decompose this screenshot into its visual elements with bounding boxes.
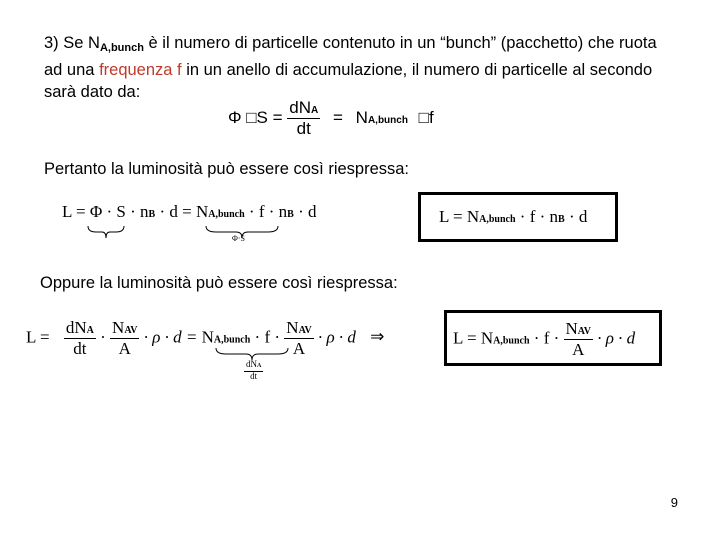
formula3-rho-d2: · ρ · d: [317, 327, 356, 347]
formula-luminosity-2: [26, 318, 384, 359]
boxed-formula-3-text: [453, 319, 635, 360]
formula2-left-sub: B: [148, 209, 156, 220]
highlight-text: frequenza f: [99, 61, 182, 79]
boxed-formula-2-text: [439, 207, 587, 227]
boxed2-sub2: B: [558, 214, 565, 225]
boxed3-frac: [564, 319, 593, 360]
formula1-fraction: [287, 98, 320, 139]
formula3-dot: ·: [100, 327, 106, 347]
boxed2-lhs: L = N: [439, 207, 480, 226]
formula3-L: L =: [26, 327, 50, 347]
boxed2-tail: · f · n: [515, 207, 559, 226]
text-lead: 3) Se N: [44, 34, 100, 52]
paragraph-3: Oppure la luminosità può essere così riespressa:: [40, 274, 398, 292]
f1-num: dN: [65, 318, 87, 337]
formula3-frac1: [64, 318, 96, 359]
formula3-n: N: [201, 327, 214, 347]
boxed3-num-sub: AV: [577, 326, 591, 337]
formula1-lhs: Φ □S =: [228, 107, 283, 127]
formula-luminosity-1: [62, 202, 316, 222]
formula1-rhs: N: [355, 107, 368, 127]
brace-den: dt: [244, 371, 263, 381]
formula1-den: dt: [287, 118, 320, 139]
brace-num-sub: A: [257, 363, 262, 369]
subscript: A,bunch: [99, 42, 144, 54]
formula2-mid-sub2: B: [287, 209, 294, 220]
underbrace-fraction: [244, 360, 263, 381]
formula2-left-tail: · d = N: [155, 202, 209, 221]
formula1-rhs-sub: A,bunch: [367, 114, 408, 126]
formula1-num: dN: [289, 98, 312, 117]
formula3-rho-d: · ρ · d =: [143, 327, 198, 347]
underbrace-n-bunch: [204, 224, 280, 244]
boxed2-sub: A,bunch: [479, 214, 516, 225]
underbrace-label: Φ·S: [232, 234, 245, 243]
f2-den: A: [110, 338, 139, 359]
boxed-formula-3: [444, 310, 662, 366]
boxed3-end: · ρ · d: [597, 328, 636, 348]
f3-den: A: [284, 338, 313, 359]
formula3-n-sub: A,bunch: [213, 334, 251, 346]
boxed-formula-2: [418, 192, 618, 242]
formula2-end: · d: [293, 202, 317, 221]
boxed3-num: N: [565, 319, 578, 338]
formula2-left: L = Φ · S · n: [62, 202, 149, 221]
formula1-tail: □f: [418, 107, 434, 127]
formula2-mid-tail: · f · n: [244, 202, 288, 221]
text-a: è il numero di particelle contenuto in un “bunch” (pacchetto) che ruota ad una: [44, 34, 657, 79]
brace-num: dN: [246, 359, 257, 369]
formula3-frac2: [110, 318, 139, 359]
formula2-mid-sub: A,bunch: [208, 209, 245, 220]
formula3-f: · f ·: [250, 327, 281, 347]
formula-particle-rate: [228, 98, 434, 139]
boxed3-L: L = N: [453, 328, 494, 348]
boxed3-den: A: [564, 339, 593, 360]
f3-num: N: [286, 318, 299, 337]
brace-frac: [244, 360, 263, 381]
underbrace-phi-s: [86, 224, 126, 244]
f1-den: dt: [64, 338, 96, 359]
paragraph-1: [44, 32, 674, 103]
boxed3-f: · f ·: [529, 328, 560, 348]
implies-arrow: ⇒: [370, 327, 385, 347]
paragraph-2: Pertanto la luminosità può essere così riespressa:: [44, 160, 410, 178]
f2-num-sub: AV: [124, 325, 138, 336]
formula1-eq: =: [332, 107, 343, 127]
boxed3-sub: A,bunch: [493, 335, 530, 347]
formula1-num-sub: A: [311, 105, 319, 116]
f3-num-sub: AV: [298, 325, 312, 336]
f1-num-sub: A: [86, 325, 94, 336]
page-number: 9: [670, 495, 678, 510]
f2-num: N: [112, 318, 125, 337]
text-b: in un anello di accumulazione, il numero di particelle al secondo sarà dato da:: [44, 61, 653, 101]
boxed2-end: · d: [564, 207, 588, 226]
